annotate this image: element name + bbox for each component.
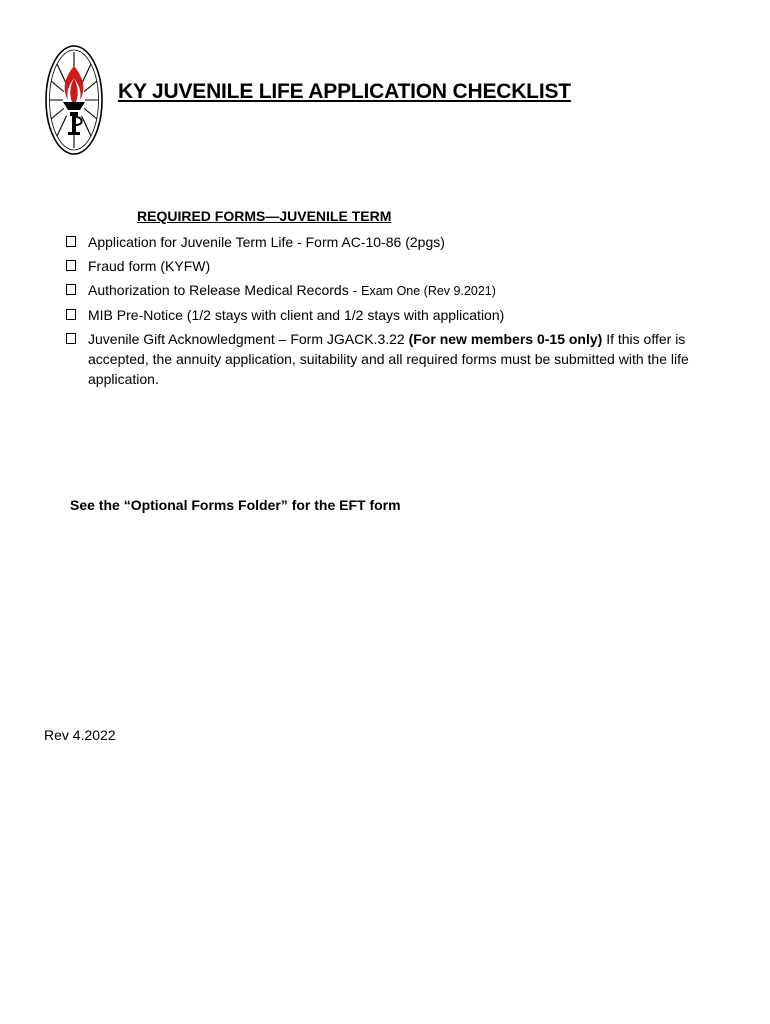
checkbox[interactable]	[66, 260, 76, 271]
checkbox[interactable]	[66, 284, 76, 295]
checkbox[interactable]	[66, 236, 76, 247]
checklist-item-text	[88, 280, 736, 301]
checklist-item	[66, 329, 736, 389]
checklist-item-text: MIB Pre-Notice (1/2 stays with client and 1/2 stays with application)	[88, 307, 505, 323]
checklist-item-emphasis: (For new members 0-15 only)	[408, 331, 603, 347]
required-forms-checklist	[66, 232, 736, 393]
page-title: KY JUVENILE LIFE APPLICATION CHECKLIST	[118, 80, 571, 103]
checklist-item-main-text: Authorization to Release Medical Records -	[88, 282, 362, 298]
checklist-item-text: Application for Juvenile Term Life - Form AC-10-86 (2pgs)	[88, 234, 445, 250]
checkbox[interactable]	[66, 333, 76, 344]
checklist-item-text	[88, 329, 736, 389]
checklist-item	[66, 305, 736, 325]
revision-label: Rev 4.2022	[44, 727, 116, 743]
checklist-item-small-text: Exam One (Rev 9.2021)	[361, 284, 496, 298]
checklist-item	[66, 232, 736, 252]
checklist-item-continuation: If this offer is accepted, the annuity application, suitability and all required forms must be submitted with the life application.	[88, 331, 689, 387]
optional-forms-note: See the “Optional Forms Folder” for the EFT form	[70, 497, 401, 513]
checklist-item-text: Fraud form (KYFW)	[88, 258, 211, 274]
checkbox[interactable]	[66, 309, 76, 320]
section-heading: REQUIRED FORMS—JUVENILE TERM	[137, 208, 392, 224]
checklist-item	[66, 256, 736, 276]
checklist-item	[66, 280, 736, 301]
checklist-item-main-text: Juvenile Gift Acknowledgment – Form JGACK.3.22	[88, 331, 409, 347]
torch-p-emblem-icon	[44, 44, 104, 156]
